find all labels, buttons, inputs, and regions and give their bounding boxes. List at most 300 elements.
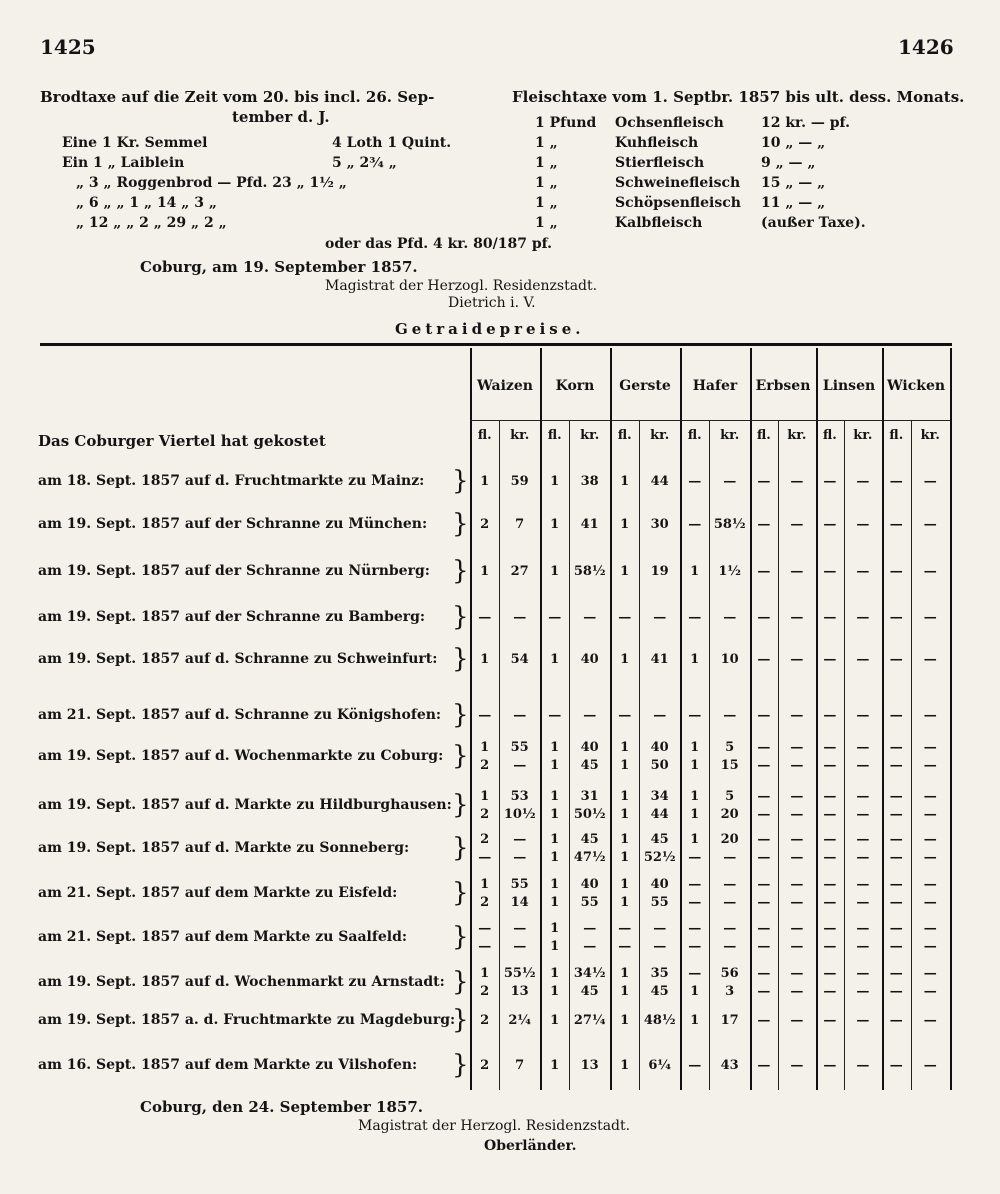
price-kreuzer: 7 (515, 517, 525, 532)
price-kreuzer: — (923, 895, 937, 910)
price-florin: — (823, 517, 837, 532)
price-kreuzer: — (856, 517, 870, 532)
price-florin: — (823, 758, 837, 773)
price-florin: — (889, 708, 903, 723)
brot-authority: Magistrat der Herzogl. Residenzstadt. (325, 278, 598, 294)
price-florin: 1 (480, 564, 490, 579)
getraide-place-date: Coburg, den 24. September 1857. (140, 1098, 423, 1116)
price-kreuzer: — (923, 939, 937, 954)
price-florin: 1 (620, 740, 630, 755)
price-kreuzer: — (923, 740, 937, 755)
price-kreuzer: 7 (515, 1058, 525, 1073)
price-florin: 1 (550, 895, 560, 910)
price-kreuzer: 35 (650, 966, 669, 981)
price-florin: 1 (690, 789, 700, 804)
price-kreuzer: 15 (720, 758, 739, 773)
price-kreuzer: — (856, 984, 870, 999)
price-florin: — (548, 610, 562, 625)
market-row-label: am 21. Sept. 1857 auf dem Markte zu Saalfeld: (38, 929, 408, 945)
brot-row-2-weight: 5 „ 2¾ „ (332, 155, 397, 171)
price-kreuzer: — (856, 610, 870, 625)
unit-florin: fl. (889, 428, 904, 443)
price-florin: 1 (550, 877, 560, 892)
price-florin: 1 (690, 564, 700, 579)
price-kreuzer: — (923, 708, 937, 723)
price-florin: 1 (550, 832, 560, 847)
price-kreuzer: — (856, 708, 870, 723)
price-florin: — (823, 1013, 837, 1028)
price-kreuzer: — (923, 610, 937, 625)
price-kreuzer: 45 (580, 758, 599, 773)
price-kreuzer: 19 (650, 564, 669, 579)
price-florin: 1 (550, 921, 560, 936)
price-florin: — (757, 564, 771, 579)
price-florin: — (889, 850, 903, 865)
price-kreuzer: — (790, 1058, 804, 1073)
price-kreuzer: — (923, 877, 937, 892)
price-florin: — (548, 708, 562, 723)
unit-kreuzer: kr. (720, 428, 740, 443)
price-kreuzer: — (856, 758, 870, 773)
price-kreuzer: 50½ (573, 807, 606, 822)
unit-florin: fl. (822, 428, 837, 443)
price-florin: — (478, 610, 492, 625)
unit-florin: fl. (477, 428, 492, 443)
price-kreuzer: 34½ (573, 966, 606, 981)
brace-mark: } (452, 922, 469, 952)
price-kreuzer: 55 (650, 895, 669, 910)
market-row-label: am 19. Sept. 1857 auf d. Schranne zu Schweinfurt: (38, 651, 438, 667)
price-florin: — (688, 517, 702, 532)
price-florin: 1 (620, 895, 630, 910)
price-kreuzer: 10½ (503, 807, 536, 822)
price-florin: — (757, 966, 771, 981)
price-kreuzer: 40 (650, 740, 669, 755)
price-kreuzer: — (790, 758, 804, 773)
price-kreuzer: 52½ (643, 850, 676, 865)
price-kreuzer: — (790, 939, 804, 954)
price-kreuzer: — (513, 758, 527, 773)
price-kreuzer: — (856, 877, 870, 892)
price-kreuzer: — (790, 832, 804, 847)
price-florin: 1 (620, 564, 630, 579)
price-florin: — (823, 939, 837, 954)
price-florin: — (688, 921, 702, 936)
price-kreuzer: — (790, 850, 804, 865)
price-florin: 2 (480, 517, 490, 532)
column-header: Erbsen (755, 378, 811, 394)
price-florin: 1 (620, 984, 630, 999)
price-florin: 1 (690, 758, 700, 773)
price-florin: — (889, 789, 903, 804)
market-row-label: am 19. Sept. 1857 auf d. Markte zu Hildburghausen: (38, 797, 452, 813)
brace-mark: } (452, 509, 469, 539)
price-florin: — (688, 1058, 702, 1073)
price-florin: — (757, 610, 771, 625)
fleisch-item: Schöpsenfleisch (615, 195, 741, 211)
price-kreuzer: — (923, 850, 937, 865)
fleisch-price: 12 kr. — pf. (761, 115, 850, 131)
price-florin: — (889, 564, 903, 579)
price-florin: — (823, 1058, 837, 1073)
price-florin: 1 (480, 474, 490, 489)
price-florin: — (889, 966, 903, 981)
fleisch-item: Kuhfleisch (615, 135, 699, 151)
price-kreuzer: — (653, 939, 667, 954)
price-kreuzer: 40 (580, 877, 599, 892)
price-florin: — (618, 708, 632, 723)
price-kreuzer: 40 (580, 652, 599, 667)
price-kreuzer: — (513, 708, 527, 723)
price-kreuzer: — (790, 984, 804, 999)
price-kreuzer: 1½ (718, 564, 741, 579)
brot-title-line1: Brodtaxe auf die Zeit vom 20. bis incl. 26. Sep- (40, 88, 435, 106)
price-kreuzer: 2¼ (508, 1013, 531, 1028)
price-florin: — (757, 708, 771, 723)
price-kreuzer: 55 (510, 877, 529, 892)
price-florin: — (688, 939, 702, 954)
price-florin: — (757, 517, 771, 532)
price-florin: — (757, 789, 771, 804)
price-florin: — (889, 740, 903, 755)
price-florin: — (823, 807, 837, 822)
fleisch-price: 11 „ — „ (761, 195, 826, 211)
price-florin: 1 (550, 850, 560, 865)
price-kreuzer: — (923, 564, 937, 579)
brace-mark: } (452, 602, 469, 632)
price-florin: 1 (690, 807, 700, 822)
price-kreuzer: — (513, 939, 527, 954)
price-florin: — (889, 758, 903, 773)
price-kreuzer: — (856, 921, 870, 936)
price-florin: — (889, 895, 903, 910)
price-florin: 1 (620, 517, 630, 532)
price-florin: — (757, 850, 771, 865)
price-florin: — (478, 850, 492, 865)
price-florin: — (889, 474, 903, 489)
price-florin: 2 (480, 984, 490, 999)
price-florin: 1 (690, 740, 700, 755)
price-kreuzer: — (790, 652, 804, 667)
price-florin: 1 (550, 807, 560, 822)
page-number-right: 1426 (898, 35, 954, 59)
price-kreuzer: — (923, 652, 937, 667)
getraide-signed: Oberländer. (484, 1138, 577, 1154)
price-kreuzer: — (856, 807, 870, 822)
price-florin: — (757, 921, 771, 936)
price-florin: 1 (620, 652, 630, 667)
price-florin: 1 (690, 652, 700, 667)
price-kreuzer: — (856, 850, 870, 865)
price-florin: 2 (480, 1058, 490, 1073)
column-header: Linsen (822, 378, 876, 394)
market-row-label: am 19. Sept. 1857 auf der Schranne zu Bamberg: (38, 609, 426, 625)
getraide-subject: Das Coburger Viertel hat gekostet (38, 432, 326, 450)
price-kreuzer: — (856, 939, 870, 954)
price-kreuzer: 13 (510, 984, 529, 999)
price-kreuzer: 6¼ (648, 1058, 671, 1073)
price-florin: — (889, 832, 903, 847)
price-kreuzer: — (790, 895, 804, 910)
price-kreuzer: — (723, 939, 737, 954)
fleisch-item: Kalbfleisch (615, 215, 703, 231)
price-kreuzer: 10 (720, 652, 739, 667)
brot-row-2-item: Ein 1 „ Laiblein (62, 155, 185, 171)
price-kreuzer: — (723, 921, 737, 936)
brot-title-line2: tember d. J. (232, 108, 330, 126)
price-kreuzer: — (790, 564, 804, 579)
price-florin: 1 (620, 966, 630, 981)
price-florin: — (889, 517, 903, 532)
price-kreuzer: — (923, 984, 937, 999)
price-kreuzer: — (856, 652, 870, 667)
price-florin: — (889, 1013, 903, 1028)
price-florin: 1 (480, 966, 490, 981)
price-florin: — (688, 966, 702, 981)
price-kreuzer: — (923, 966, 937, 981)
market-row-label: am 16. Sept. 1857 auf dem Markte zu Vilshofen: (38, 1057, 418, 1073)
price-florin: — (757, 939, 771, 954)
price-florin: — (823, 832, 837, 847)
brace-mark: } (452, 741, 469, 771)
price-kreuzer: — (723, 474, 737, 489)
brace-mark: } (452, 833, 469, 863)
column-header: Korn (555, 378, 595, 394)
price-florin: — (757, 652, 771, 667)
price-florin: — (889, 984, 903, 999)
brot-row-1-weight: 4 Loth 1 Quint. (332, 135, 452, 151)
price-florin: — (823, 740, 837, 755)
price-florin: 1 (550, 652, 560, 667)
brot-row-1 (62, 135, 452, 151)
price-florin: 1 (620, 1058, 630, 1073)
fleisch-price: 15 „ — „ (761, 175, 826, 191)
unit-florin: fl. (756, 428, 771, 443)
price-kreuzer: — (923, 832, 937, 847)
unit-kreuzer: kr. (920, 428, 940, 443)
price-kreuzer: — (923, 789, 937, 804)
fleisch-qty: 1 „ (535, 155, 558, 171)
price-kreuzer: — (856, 740, 870, 755)
price-kreuzer: — (790, 708, 804, 723)
price-florin: — (688, 895, 702, 910)
brace-mark: } (452, 700, 469, 730)
price-kreuzer: 55 (510, 740, 529, 755)
price-florin: 1 (690, 984, 700, 999)
price-kreuzer: — (723, 708, 737, 723)
price-kreuzer: — (513, 921, 527, 936)
price-florin: — (823, 966, 837, 981)
unit-kreuzer: kr. (580, 428, 600, 443)
unit-kreuzer: kr. (510, 428, 530, 443)
price-kreuzer: 41 (580, 517, 599, 532)
price-kreuzer: — (653, 921, 667, 936)
price-florin: — (688, 877, 702, 892)
price-kreuzer: 47½ (573, 850, 606, 865)
price-kreuzer: — (790, 807, 804, 822)
price-kreuzer: — (856, 895, 870, 910)
price-kreuzer: 38 (580, 474, 599, 489)
price-kreuzer: — (856, 832, 870, 847)
brace-mark: } (452, 878, 469, 908)
price-florin: — (889, 652, 903, 667)
page-number-left: 1425 (40, 35, 96, 59)
price-florin: — (757, 895, 771, 910)
price-kreuzer: 20 (720, 832, 739, 847)
price-kreuzer: — (790, 610, 804, 625)
unit-kreuzer: kr. (650, 428, 670, 443)
unit-florin: fl. (547, 428, 562, 443)
market-row-label: am 18. Sept. 1857 auf d. Fruchtmarkte zu Mainz: (38, 473, 425, 489)
price-florin: — (757, 474, 771, 489)
price-florin: 2 (480, 895, 490, 910)
fleisch-qty: 1 „ (535, 135, 558, 151)
price-kreuzer: — (923, 1058, 937, 1073)
price-kreuzer: 48½ (643, 1013, 676, 1028)
price-kreuzer: — (923, 807, 937, 822)
market-row-label: am 21. Sept. 1857 auf d. Schranne zu Königshofen: (38, 707, 442, 723)
price-kreuzer: — (583, 939, 597, 954)
price-kreuzer: 40 (650, 877, 669, 892)
price-florin: — (688, 850, 702, 865)
price-kreuzer: — (790, 877, 804, 892)
grain-price-table (470, 348, 950, 1090)
price-florin: 1 (620, 789, 630, 804)
price-kreuzer: — (723, 850, 737, 865)
fleisch-title: Fleischtaxe vom 1. Septbr. 1857 bis ult. dess. Monats. (512, 88, 965, 106)
price-florin: 1 (550, 939, 560, 954)
price-kreuzer: — (923, 517, 937, 532)
price-kreuzer: — (790, 966, 804, 981)
price-kreuzer: — (723, 877, 737, 892)
price-kreuzer: 58½ (713, 517, 746, 532)
price-florin: — (618, 610, 632, 625)
market-row-label: am 21. Sept. 1857 auf dem Markte zu Eisfeld: (38, 885, 398, 901)
price-kreuzer: — (923, 474, 937, 489)
price-florin: 1 (620, 877, 630, 892)
fleisch-qty: 1 Pfund (535, 115, 597, 131)
price-florin: 1 (480, 877, 490, 892)
price-kreuzer: — (790, 921, 804, 936)
market-row-label: am 19. Sept. 1857 auf d. Markte zu Sonneberg: (38, 840, 410, 856)
brace-mark: } (452, 790, 469, 820)
price-florin: 1 (690, 1013, 700, 1028)
price-florin: — (823, 610, 837, 625)
fleisch-item: Stierfleisch (615, 155, 705, 171)
price-kreuzer: 40 (580, 740, 599, 755)
price-florin: — (889, 877, 903, 892)
column-header: Wicken (886, 378, 946, 394)
brot-row-3: „ 3 „ Roggenbrod — Pfd. 23 „ 1½ „ (76, 175, 347, 191)
column-header: Gerste (619, 378, 671, 394)
column-header: Waizen (477, 378, 533, 394)
price-kreuzer: 30 (650, 517, 669, 532)
market-row-label: am 19. Sept. 1857 auf der Schranne zu Nürnberg: (38, 563, 430, 579)
price-florin: 1 (480, 652, 490, 667)
price-florin: — (478, 939, 492, 954)
price-florin: — (618, 939, 632, 954)
brot-price-per-pound: oder das Pfd. 4 kr. 80/187 pf. (325, 236, 553, 252)
brot-signed: Dietrich i. V. (448, 295, 536, 311)
brot-row-4: „ 6 „ „ 1 „ 14 „ 3 „ (76, 195, 217, 211)
unit-kreuzer: kr. (787, 428, 807, 443)
unit-florin: fl. (687, 428, 702, 443)
price-kreuzer: — (790, 474, 804, 489)
price-kreuzer: 59 (510, 474, 529, 489)
column-rule (950, 348, 952, 1090)
price-florin: — (823, 877, 837, 892)
brot-row-5: „ 12 „ „ 2 „ 29 „ 2 „ (76, 215, 227, 231)
price-florin: 1 (480, 740, 490, 755)
price-florin: 1 (550, 758, 560, 773)
fleisch-item: Ochsenfleisch (615, 115, 724, 131)
price-kreuzer: — (583, 610, 597, 625)
price-kreuzer: — (653, 610, 667, 625)
price-kreuzer: — (923, 1013, 937, 1028)
price-kreuzer: 45 (580, 984, 599, 999)
price-kreuzer: 27¼ (573, 1013, 606, 1028)
section-rule (40, 343, 952, 346)
price-kreuzer: — (923, 921, 937, 936)
price-kreuzer: 50 (650, 758, 669, 773)
price-florin: 1 (480, 789, 490, 804)
price-florin: 1 (620, 807, 630, 822)
price-florin: 1 (550, 740, 560, 755)
price-florin: — (823, 564, 837, 579)
price-kreuzer: — (856, 474, 870, 489)
price-florin: — (757, 807, 771, 822)
price-florin: 1 (550, 474, 560, 489)
price-florin: — (889, 807, 903, 822)
price-kreuzer: — (513, 832, 527, 847)
price-florin: 1 (550, 564, 560, 579)
fleisch-qty: 1 „ (535, 175, 558, 191)
price-kreuzer: — (856, 966, 870, 981)
brot-row-1-item: Eine 1 Kr. Semmel (62, 135, 208, 151)
price-florin: — (889, 610, 903, 625)
market-row-label: am 19. Sept. 1857 auf der Schranne zu München: (38, 516, 428, 532)
price-florin: — (757, 832, 771, 847)
price-florin: 2 (480, 758, 490, 773)
price-florin: — (823, 895, 837, 910)
price-kreuzer: — (583, 921, 597, 936)
price-florin: 2 (480, 832, 490, 847)
brace-mark: } (452, 644, 469, 674)
price-kreuzer: 58½ (573, 564, 606, 579)
price-kreuzer: 14 (510, 895, 529, 910)
price-kreuzer: 13 (580, 1058, 599, 1073)
price-kreuzer: 53 (510, 789, 529, 804)
price-florin: 1 (620, 1013, 630, 1028)
price-florin: 1 (620, 758, 630, 773)
market-row-label: am 19. Sept. 1857 auf d. Wochenmarkte zu Coburg: (38, 748, 444, 764)
price-kreuzer: 31 (580, 789, 599, 804)
price-kreuzer: 45 (650, 984, 669, 999)
price-kreuzer: — (723, 895, 737, 910)
brace-mark: } (452, 1050, 469, 1080)
price-florin: 2 (480, 1013, 490, 1028)
price-kreuzer: — (790, 789, 804, 804)
price-florin: — (889, 1058, 903, 1073)
price-kreuzer: 41 (650, 652, 669, 667)
price-florin: 1 (550, 1013, 560, 1028)
column-header: Hafer (692, 378, 738, 394)
price-kreuzer: 20 (720, 807, 739, 822)
getraide-authority: Magistrat der Herzogl. Residenzstadt. (358, 1118, 631, 1134)
price-kreuzer: — (923, 758, 937, 773)
price-kreuzer: — (790, 517, 804, 532)
price-florin: — (889, 939, 903, 954)
